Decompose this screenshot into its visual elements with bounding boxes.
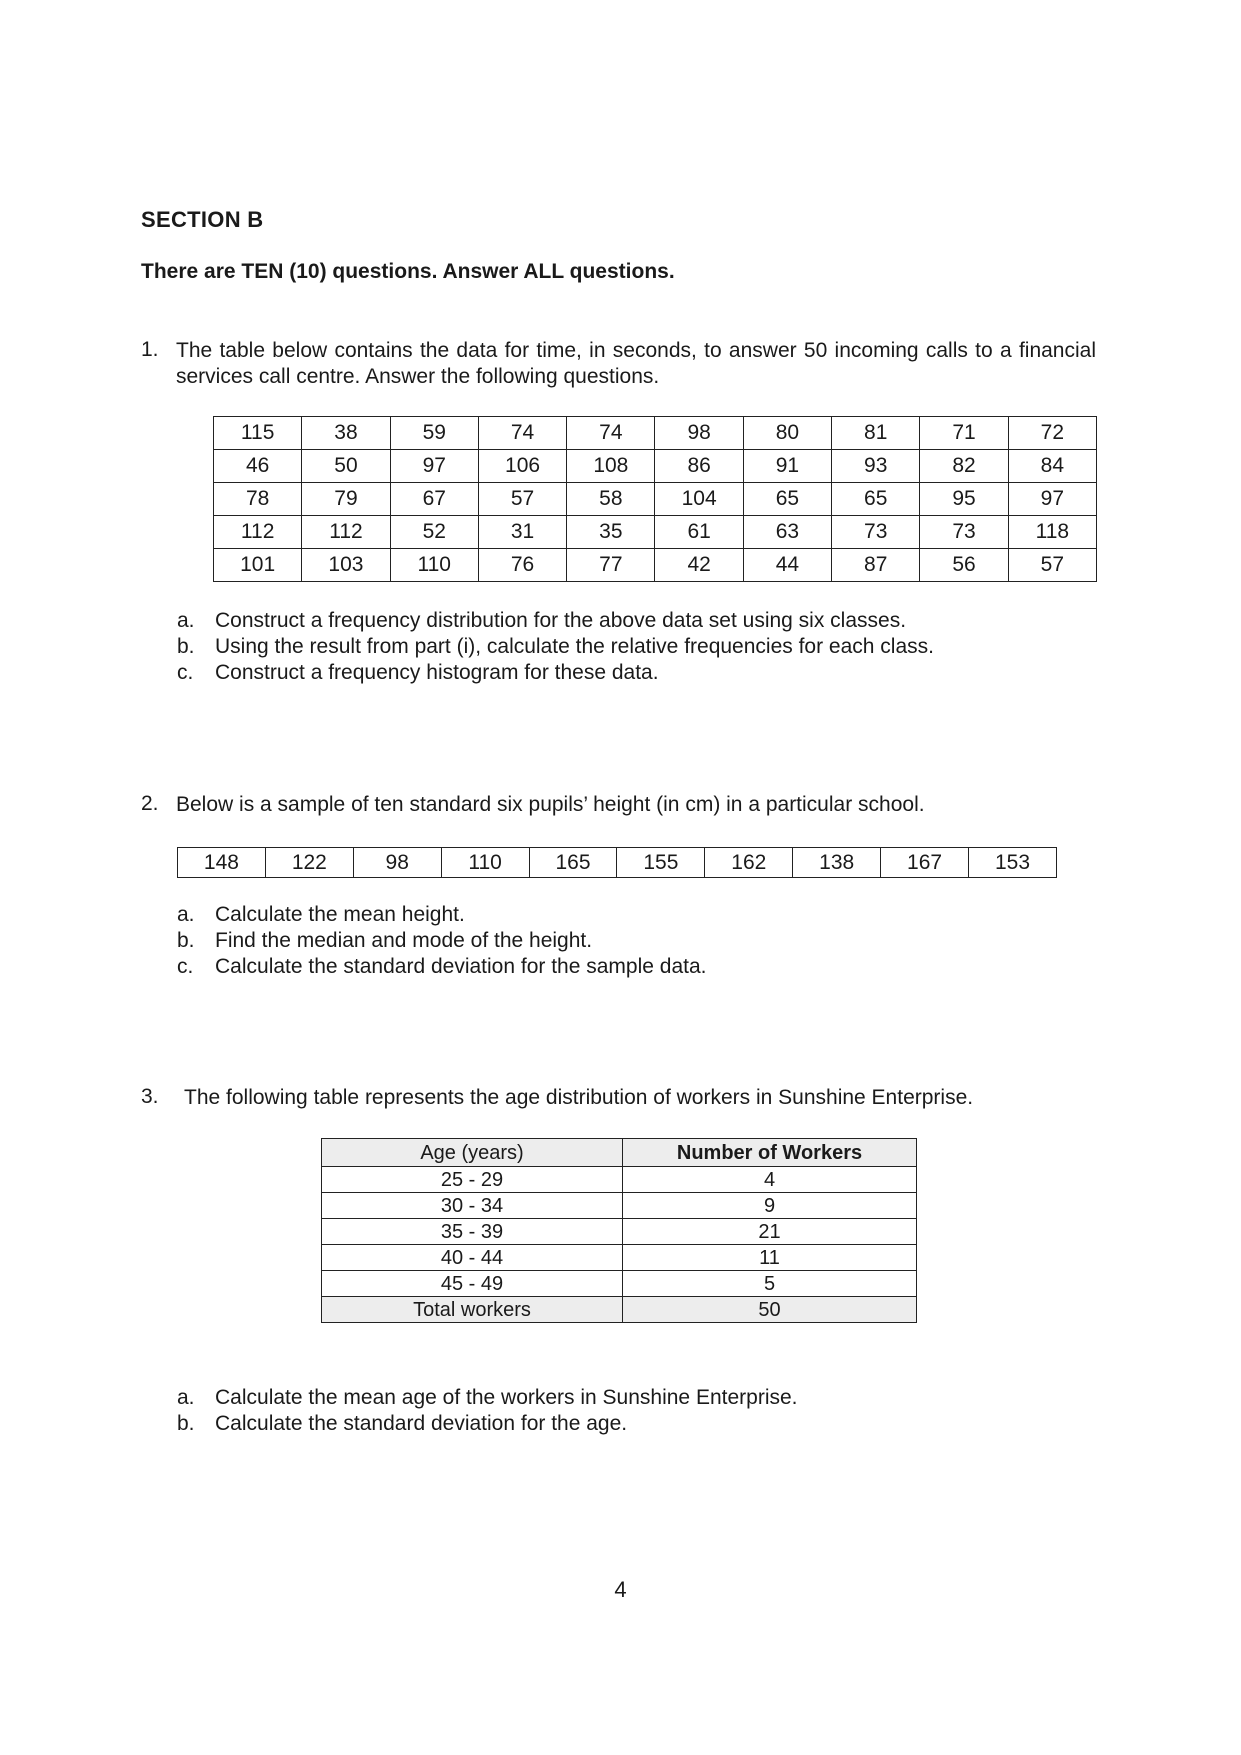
table-row [214,450,1097,483]
part-text: Construct a frequency distribution for the above data set using six classes. [215,609,907,632]
part-text: Calculate the standard deviation for the age. [215,1412,628,1435]
section-title: SECTION B [141,207,264,232]
question-3-number: 3. [141,1085,159,1108]
question-2-parts [177,902,706,980]
question-1-number: 1. [141,338,159,361]
table-cell: 103 [302,549,390,582]
table-cell: 153 [969,848,1057,878]
table-cell: 110 [441,848,529,878]
question-1-parts [177,608,934,686]
table-cell: 106 [478,450,566,483]
list-item [177,660,934,686]
part-label: b. [177,929,195,952]
table-cell: 35 - 39 [322,1219,623,1245]
table-cell: 73 [832,516,920,549]
part-label: a. [177,903,195,926]
table-cell: 115 [214,417,302,450]
table-cell: 65 [743,483,831,516]
table-cell: 80 [743,417,831,450]
table-cell: 57 [1008,549,1096,582]
table-cell: 98 [353,848,441,878]
table-cell: 67 [390,483,478,516]
column-header-workers: Number of Workers [623,1139,917,1167]
table-cell: 5 [623,1271,917,1297]
table-cell: 93 [832,450,920,483]
part-label: c. [177,955,194,978]
table-cell: 73 [920,516,1008,549]
part-text: Using the result from part (i), calculate the relative frequencies for each class. [215,635,934,658]
table-cell: 61 [655,516,743,549]
table-cell: 95 [920,483,1008,516]
table-cell: 45 - 49 [322,1271,623,1297]
table-cell: 165 [529,848,617,878]
table-cell: 21 [623,1219,917,1245]
table-cell: 57 [478,483,566,516]
table-cell: 42 [655,549,743,582]
table-row [322,1245,917,1271]
table-row [214,417,1097,450]
table-cell: 76 [478,549,566,582]
table-cell: 108 [567,450,655,483]
table-row [322,1193,917,1219]
table-cell: 110 [390,549,478,582]
part-text: Calculate the standard deviation for the sample data. [215,955,707,978]
part-label: b. [177,1412,195,1435]
table-cell: 65 [832,483,920,516]
table-cell: 148 [178,848,266,878]
part-text: Find the median and mode of the height. [215,929,593,952]
part-text: Construct a frequency histogram for these data. [215,661,659,684]
table-cell: 78 [214,483,302,516]
total-value: 50 [623,1297,917,1323]
table-cell: 87 [832,549,920,582]
table-cell: 71 [920,417,1008,450]
table-total-row [322,1297,917,1323]
table-cell: 9 [623,1193,917,1219]
list-item [177,954,706,980]
table-row [322,1219,917,1245]
table-cell: 91 [743,450,831,483]
question-2-text: Below is a sample of ten standard six pupils’ height (in cm) in a particular school. [176,793,925,816]
table-row [214,549,1097,582]
table-cell: 31 [478,516,566,549]
list-item [177,1385,798,1411]
table-cell: 44 [743,549,831,582]
table-cell: 122 [265,848,353,878]
list-item [177,634,934,660]
table-cell: 35 [567,516,655,549]
call-times-table [213,416,1097,582]
table-cell: 72 [1008,417,1096,450]
table-cell: 118 [1008,516,1096,549]
table-cell: 58 [567,483,655,516]
table-cell: 74 [567,417,655,450]
part-label: a. [177,609,195,632]
question-1-text: The table below contains the data for time, in seconds, to answer 50 incoming calls to a financial services call centre. Answer the following questions. [176,339,1096,388]
table-cell: 84 [1008,450,1096,483]
table-cell: 81 [832,417,920,450]
table-cell: 112 [214,516,302,549]
table-cell: 30 - 34 [322,1193,623,1219]
table-header-row [322,1139,917,1167]
table-row [214,516,1097,549]
table-cell: 56 [920,549,1008,582]
part-label: b. [177,635,195,658]
list-item [177,608,934,634]
table-cell: 52 [390,516,478,549]
table-cell: 98 [655,417,743,450]
part-label: c. [177,661,194,684]
table-cell: 167 [881,848,969,878]
list-item [177,1411,798,1437]
part-text: Calculate the mean age of the workers in Sunshine Enterprise. [215,1386,798,1409]
table-cell: 38 [302,417,390,450]
question-3-parts [177,1385,798,1437]
table-cell: 97 [390,450,478,483]
list-item [177,928,706,954]
table-cell: 97 [1008,483,1096,516]
table-cell: 138 [793,848,881,878]
age-distribution-table [321,1138,917,1323]
question-3-text: The following table represents the age distribution of workers in Sunshine Enterprise. [184,1086,974,1109]
question-2-number: 2. [141,792,159,815]
table-cell: 74 [478,417,566,450]
table-cell: 50 [302,450,390,483]
total-label: Total workers [322,1297,623,1323]
table-row [214,483,1097,516]
table-cell: 86 [655,450,743,483]
table-cell: 25 - 29 [322,1167,623,1193]
table-cell: 59 [390,417,478,450]
page-number: 4 [614,1577,627,1602]
list-item [177,902,706,928]
heights-table [177,847,1057,878]
column-header-age: Age (years) [322,1139,623,1167]
table-cell: 46 [214,450,302,483]
table-cell: 63 [743,516,831,549]
part-label: a. [177,1386,195,1409]
table-cell: 77 [567,549,655,582]
table-cell: 82 [920,450,1008,483]
table-cell: 4 [623,1167,917,1193]
table-row [178,848,1057,878]
table-cell: 40 - 44 [322,1245,623,1271]
section-instruction: There are TEN (10) questions. Answer ALL questions. [141,260,675,283]
table-cell: 104 [655,483,743,516]
table-cell: 162 [705,848,793,878]
table-cell: 101 [214,549,302,582]
table-cell: 11 [623,1245,917,1271]
table-row [322,1271,917,1297]
table-cell: 155 [617,848,705,878]
table-cell: 79 [302,483,390,516]
table-row [322,1167,917,1193]
part-text: Calculate the mean height. [215,903,465,926]
table-cell: 112 [302,516,390,549]
